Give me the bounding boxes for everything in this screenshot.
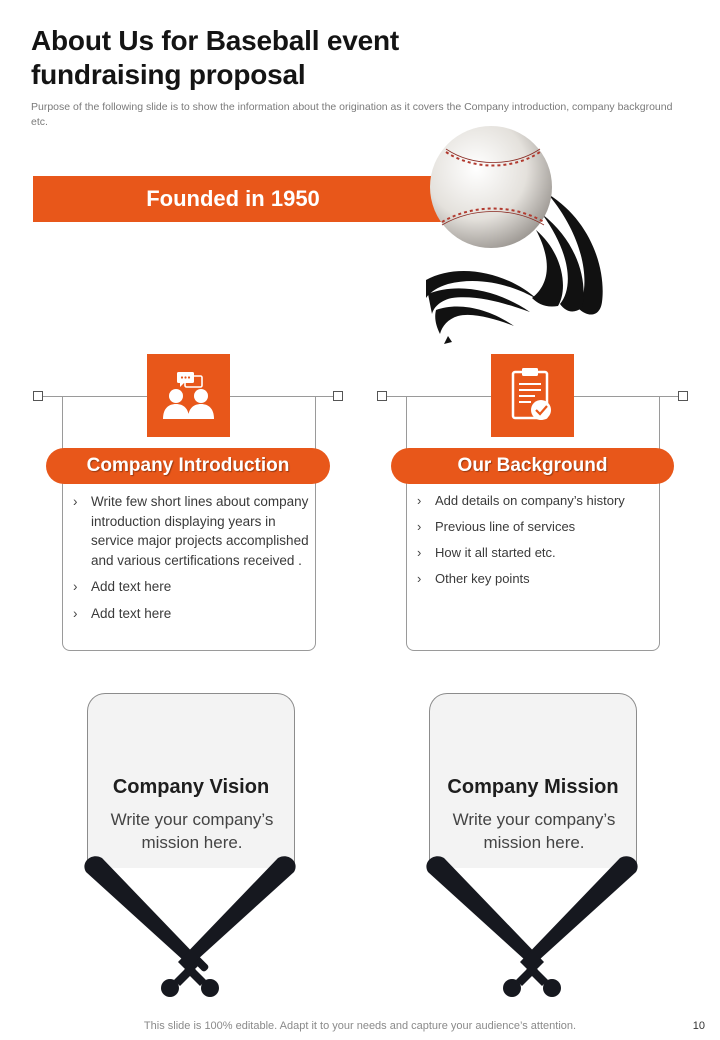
mission-sign (429, 693, 637, 868)
background-bullet-list (415, 492, 655, 596)
people-chat-icon (147, 354, 230, 437)
background-title: Our Background (391, 448, 674, 484)
intro-icon-box (147, 354, 230, 437)
founded-text: Founded in 1950 (146, 186, 320, 211)
hanger-handle-left-a (33, 391, 43, 401)
hanger-handle-left-b (333, 391, 343, 401)
hanger-handle-right-a (377, 391, 387, 401)
page-subtitle: Purpose of the following slide is to show the information about the origination as it covers the Company introduction, company background etc. (31, 101, 673, 128)
background-icon-box (491, 354, 574, 437)
vision-sign (87, 693, 295, 868)
mission-title: Company Mission (447, 776, 619, 798)
intro-bullet-list (71, 492, 311, 630)
list-item: › Add text here (71, 604, 311, 624)
list-item: › Write few short lines about company introduction displaying years in service major projects accomplished and various certifications received . (71, 492, 311, 570)
page-number: 10 (692, 1020, 705, 1032)
hanger-handle-right-b (678, 391, 688, 401)
clipboard-check-icon (491, 354, 574, 437)
mission-text: Write your company’s mission here. (452, 810, 616, 852)
footer-note: This slide is 100% editable. Adapt it to your needs and capture your audience’s attention. (143, 1020, 577, 1032)
intro-title: Company Introduction (46, 448, 330, 484)
list-item: › Add text here (71, 577, 311, 597)
baseball-icon (418, 122, 618, 347)
vision-text: Write your company’s mission here. (110, 810, 274, 852)
list-item: › Previous line of services (415, 518, 655, 536)
founded-banner (33, 176, 443, 222)
vision-title: Company Vision (112, 776, 270, 798)
crossed-bats-icon (422, 850, 642, 1000)
page-title: About Us for Baseball event fundraising proposal (31, 25, 400, 90)
list-item: › How it all started etc. (415, 544, 655, 562)
list-item: › Other key points (415, 570, 655, 588)
crossed-bats-icon (80, 850, 300, 1000)
list-item: › Add details on company’s history (415, 492, 655, 510)
